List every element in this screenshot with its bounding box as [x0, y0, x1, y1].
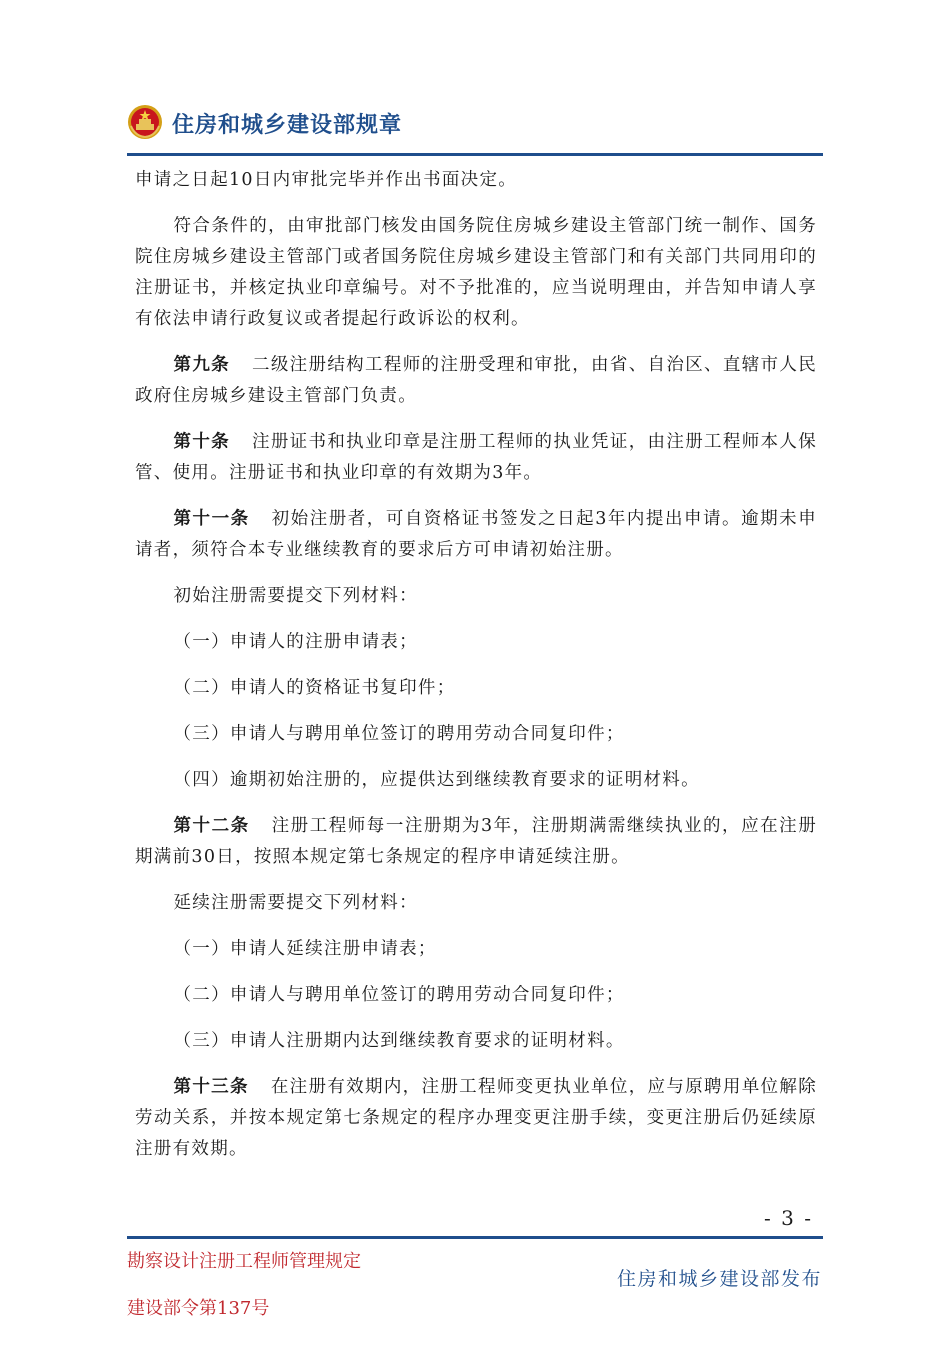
list-item: （三）申请人注册期内达到继续教育要求的证明材料。 [173, 1031, 625, 1051]
article-13 [135, 1072, 817, 1165]
article-11-intro: 初始注册需要提交下列材料： [173, 586, 418, 606]
header-divider [127, 153, 823, 156]
article-10 [135, 427, 817, 489]
article-11-label: 第十一条 [173, 509, 250, 529]
footer-divider [127, 1236, 823, 1239]
article-9 [135, 350, 817, 412]
page-header [127, 100, 823, 146]
article-12-intro: 延续注册需要提交下列材料： [173, 893, 418, 913]
article-12-text: 注册工程师每一注册期为3年，注册期满需继续执业的，应在注册期满前30日，按照本规定第七条规定的程序申请延续注册。 [135, 816, 817, 867]
list-item: （四）逾期初始注册的，应提供达到继续教育要求的证明材料。 [173, 770, 700, 790]
article-13-text: 在注册有效期内，注册工程师变更执业单位，应与原聘用单位解除劳动关系，并按本规定第七条规定的程序办理变更注册手续，变更注册后仍延续原注册有效期。 [135, 1077, 817, 1159]
list-item: （二）申请人的资格证书复印件； [173, 678, 456, 698]
footer-order-number: 建设部令第137号 [127, 1298, 270, 1319]
article-12 [135, 811, 817, 873]
list-item: （一）申请人的注册申请表； [173, 632, 418, 652]
paragraph-continuation: 申请之日起10日内审批完毕并作出书面决定。 [135, 170, 518, 190]
header-title: 住房和城乡建设部规章 [172, 113, 403, 138]
article-12-label: 第十二条 [173, 816, 250, 836]
article-11-text: 初始注册者，可自资格证书签发之日起3年内提出申请。逾期未申请者，须符合本专业继续教育的要求后方可申请初始注册。 [135, 509, 817, 560]
paragraph-conforming: 符合条件的，由审批部门核发由国务院住房城乡建设主管部门统一制作、国务院住房城乡建设主管部门或者国务院住房城乡建设主管部门和有关部门共同用印的注册证书，并核定执业印章编号。对不予批准的，应当说明理由，并告知申请人享有依法申请行政复议或者提起行政诉讼的权利。 [135, 216, 817, 329]
article-13-label: 第十三条 [173, 1077, 249, 1097]
footer-publisher: 住房和城乡建设部发布 [616, 1268, 822, 1290]
national-emblem-icon [127, 104, 163, 140]
list-item: （三）申请人与聘用单位签订的聘用劳动合同复印件； [173, 724, 625, 744]
article-10-text: 注册证书和执业印章是注册工程师的执业凭证，由注册工程师本人保管、使用。注册证书和执业印章的有效期为3年。 [135, 432, 818, 483]
article-10-label: 第十条 [173, 432, 231, 452]
list-item: （二）申请人与聘用单位签订的聘用劳动合同复印件； [173, 985, 625, 1005]
document-body [135, 165, 817, 1180]
footer-document-title: 勘察设计注册工程师管理规定 [127, 1251, 361, 1272]
article-9-text: 二级注册结构工程师的注册受理和审批，由省、自治区、直辖市人民政府住房城乡建设主管部门负责。 [135, 355, 818, 406]
article-11 [135, 504, 817, 566]
page-number: - 3 - [764, 1206, 813, 1230]
article-9-label: 第九条 [173, 355, 231, 375]
list-item: （一）申请人延续注册申请表； [173, 939, 437, 959]
